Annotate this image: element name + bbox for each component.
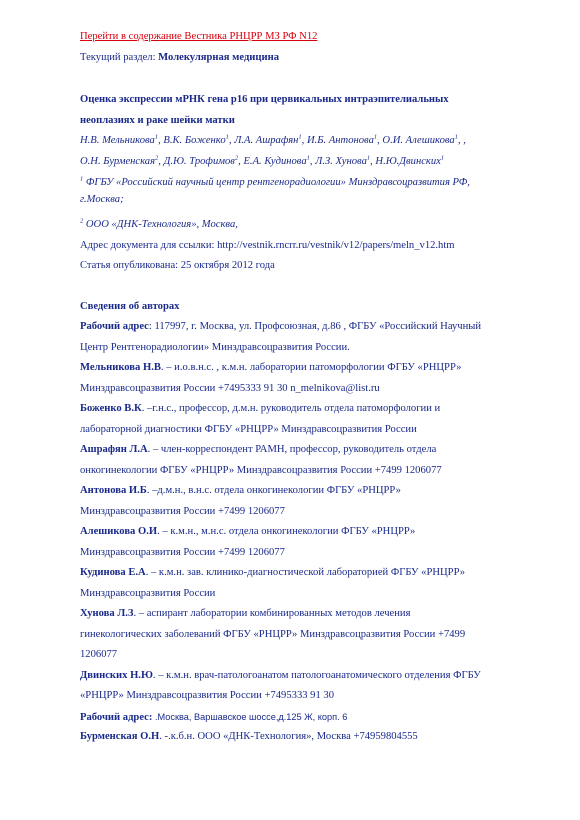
- author-info-name: Кудинова Е.А: [80, 567, 146, 578]
- author-affiliation-marker: 1: [366, 153, 371, 161]
- author-info-text: . –д.м.н., в.н.с. отдела онкогинекологии ФГБУ «РНЦРР»: [146, 485, 401, 496]
- author-separator: ,: [370, 155, 376, 167]
- document-address: [80, 236, 550, 257]
- authors-info-line: [80, 338, 550, 359]
- author-info-name: Рабочий адрес: [80, 321, 149, 332]
- authors-info-line: [80, 584, 550, 605]
- author-info-name: Хунова Л.З: [80, 608, 134, 619]
- author-info-text: лабораторной диагностики ФГБУ «РНЦРР» Минздравсоцразвития России: [80, 423, 417, 435]
- author-name: Е.А. Кудинова: [243, 155, 307, 167]
- author-separator: ,: [228, 135, 235, 146]
- affiliation-1-marker: 1: [80, 175, 84, 183]
- author-info-text: Центр Рентгенорадиологии» Минздравсоцразвития России.: [80, 341, 350, 353]
- author-name: И.Б. Антонова: [306, 135, 374, 146]
- author-affiliation-marker: 1: [298, 133, 302, 141]
- author-info-text: . -.к.б.н. ООО «ДНК-Технология», Москва +74959804555: [159, 731, 418, 742]
- authors-info-line: [80, 481, 550, 502]
- current-section: [80, 48, 550, 69]
- author-info-text: Минздравсоцразвития России +7495333 91 30 n_melnikova@list.ru: [80, 382, 380, 394]
- authors-info-list: [80, 317, 550, 748]
- author-affiliation-marker: 1: [454, 133, 458, 141]
- authors-info-line: [80, 358, 550, 379]
- article-title-line-1: Оценка экспрессии мРНК гена p16 при цервикальных интраэпителиальных: [80, 94, 449, 105]
- author-info-text: онкогинекологии ФГБУ «РНЦРР» Минздравсоцразвития России +7499 1206077: [80, 464, 442, 476]
- author-info-text: . – и.о.в.н.с. , к.м.н. лаборатории патоморфологии ФГБУ «РНЦРР»: [160, 362, 462, 373]
- author-info-text: Минздравсоцразвития России: [80, 587, 216, 599]
- author-info-text: . –г.н.с., профессор, д.м.н. руководитель отдела патоморфологии и: [141, 403, 441, 414]
- author-affiliation-marker: 1: [373, 133, 378, 141]
- affiliation-1: [80, 172, 550, 208]
- author-name: Д.Ю. Трофимов: [163, 155, 235, 167]
- affiliation-2: [80, 215, 550, 236]
- author-info-text: . – к.м.н. врач-патологоанатом патологоанатомического отделения ФГБУ: [152, 669, 481, 681]
- author-separator: ,: [238, 155, 244, 167]
- affiliation-2-marker: 2: [80, 217, 84, 225]
- authors-info-line: [80, 707, 550, 728]
- author-name: О.Н. Бурменская: [80, 155, 156, 167]
- authors-info-line: [80, 461, 550, 482]
- author-info-text: 1206077: [80, 649, 118, 660]
- publication-date: Статья опубликована: 25 октября 2012 года: [80, 260, 275, 271]
- author-info-text: . – член-корреспондент РАМН, профессор, руководитель отдела: [147, 444, 437, 455]
- author-name: В.К. Боженко: [163, 135, 226, 146]
- author-info-text: . – к.м.н. зав. клинико-диагностической лабораторией ФГБУ «РНЦРР»: [145, 567, 466, 578]
- affiliation-1-text: ФГБУ «Российский научный центр рентгенорадиологии» Минздравсоцразвития РФ,: [83, 177, 470, 188]
- authors-info-line: [80, 522, 550, 543]
- authors-line-1: [80, 131, 550, 152]
- author-affiliation-marker: 2: [155, 153, 159, 161]
- authors-info-line: [80, 727, 550, 748]
- author-info-name: Двинских Н.Ю: [80, 669, 153, 681]
- authors-info-line: [80, 543, 550, 564]
- author-name: Л.А. Ашрафян: [234, 135, 299, 146]
- author-info-name: Рабочий адрес:: [80, 711, 153, 723]
- author-info-name: Антонова И.Б: [80, 485, 147, 496]
- authors-info-line: [80, 604, 550, 625]
- author-info-text: : 117997, г. Москва, ул. Профсоюзная, д.86 , ФГБУ «Российский Научный: [148, 321, 482, 332]
- back-to-contents-link[interactable]: Перейти в содержание Вестника РНЦРР МЗ РФ N12: [80, 31, 318, 42]
- author-separator: ,: [301, 135, 307, 146]
- author-name: О.И. Алешикова: [382, 135, 455, 146]
- author-separator: ,: [309, 155, 316, 167]
- author-affiliation-marker: 1: [440, 153, 445, 161]
- author-info-text: «РНЦРР» Минздравсоцразвития России +7495333 91 30: [80, 690, 335, 701]
- authors-info-line: [80, 666, 550, 687]
- authors-line-2: [80, 152, 550, 173]
- author-info-name: Алешикова О.И: [80, 526, 158, 537]
- author-name: Л.З. Хунова: [315, 155, 367, 167]
- document-address-url: http://vestnik.rncrr.ru/vestnik/v12/papers/meln_v12.htm: [217, 239, 455, 251]
- authors-info-line: [80, 686, 550, 707]
- author-info-text: Минздравсоцразвития России +7499 1206077: [80, 505, 285, 517]
- author-separator: ,: [158, 135, 164, 146]
- affiliation-2-text: ООО «ДНК-Технология», Москва,: [83, 219, 238, 230]
- affiliation-1-city: г.Москва;: [80, 194, 124, 205]
- authors-info-line: [80, 625, 550, 646]
- author-separator: , ,: [457, 135, 466, 146]
- author-separator: ,: [158, 155, 164, 167]
- article-title-line-2: неоплазиях и раке шейки матки: [80, 114, 235, 126]
- authors-info-line: [80, 317, 550, 338]
- author-info-text: . – к.м.н., м.н.с. отдела онкогинекологии ФГБУ «РНЦРР»: [157, 526, 416, 537]
- author-info-name: Ашрафян Л.А: [80, 444, 148, 455]
- author-affiliation-marker: 2: [234, 153, 239, 161]
- authors-info-line: [80, 420, 550, 441]
- authors-info-line: [80, 379, 550, 400]
- author-name: Н.Ю.Двинских: [375, 155, 441, 167]
- current-section-label: Текущий раздел:: [80, 51, 159, 63]
- author-info-name: Бурменская О.Н: [80, 731, 160, 742]
- authors-info-line: [80, 645, 550, 666]
- document-address-label: Адрес документа для ссылки:: [80, 239, 218, 251]
- author-affiliation-marker: 1: [225, 133, 229, 141]
- current-section-name: Молекулярная медицина: [158, 51, 280, 63]
- author-info-text: гинекологических заболеваний ФГБУ «РНЦРР» Минздравсоцразвития России +7499: [80, 628, 466, 640]
- author-affiliation-marker: 1: [306, 153, 310, 161]
- back-to-contents-link-row: [80, 27, 550, 48]
- author-info-name: Мельникова Н.В: [80, 362, 161, 373]
- authors-info-line: [80, 563, 550, 584]
- author-info-address: .Москва, Варшавское шоссе,д.125 Ж, корп. 6: [152, 711, 348, 722]
- author-separator: ,: [377, 135, 383, 146]
- author-info-text: Минздравсоцразвития России +7499 1206077: [80, 546, 285, 558]
- author-affiliation-marker: 1: [154, 133, 159, 141]
- author-name: Н.В. Мельникова: [80, 135, 155, 146]
- authors-info-heading: Сведения об авторах: [80, 300, 180, 312]
- authors-info-line: [80, 502, 550, 523]
- authors-info-line: [80, 399, 550, 420]
- author-info-text: . – аспирант лаборатории комбинированных методов лечения: [133, 608, 411, 619]
- document-page: [80, 27, 550, 748]
- author-info-name: Боженко В.К: [80, 403, 142, 414]
- authors-info-line: [80, 440, 550, 461]
